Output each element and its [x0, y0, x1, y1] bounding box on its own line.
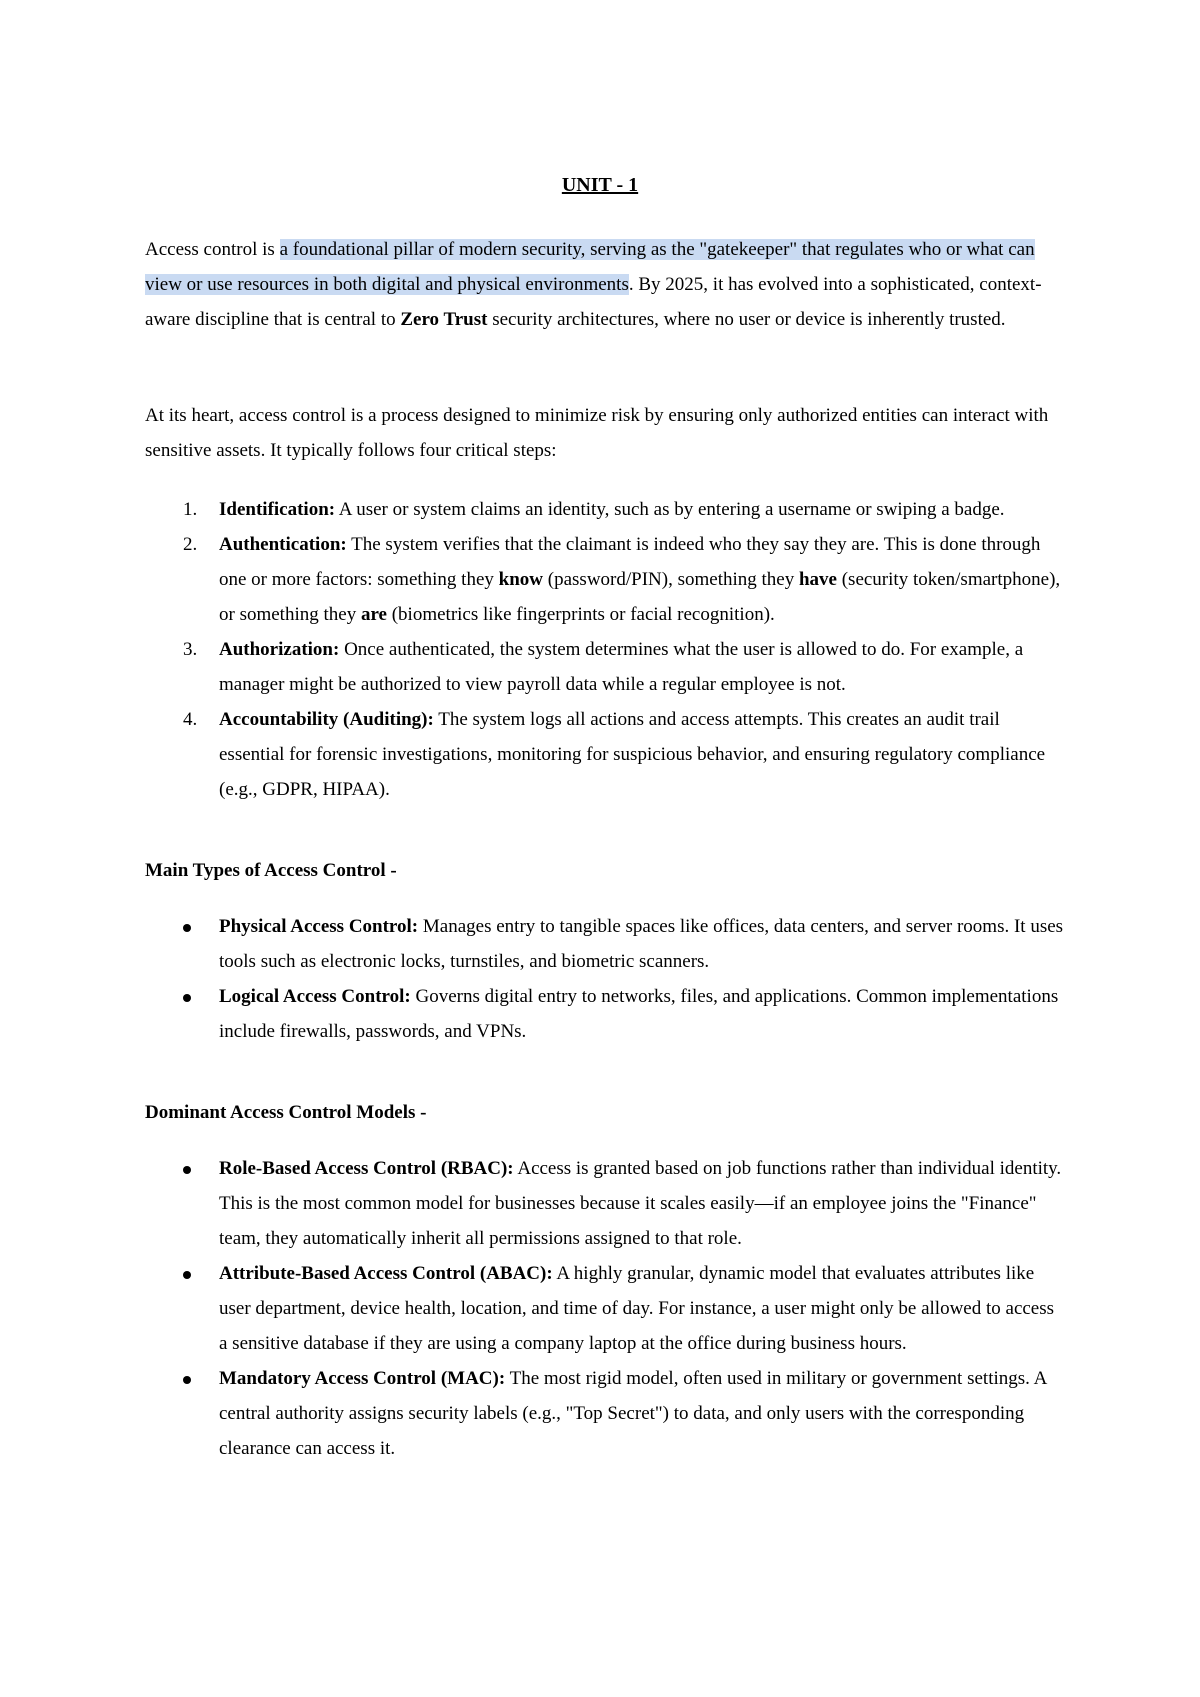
list-item: [145, 1256, 1065, 1361]
step-text: (biometrics like fingerprints or facial recognition).: [386, 604, 775, 625]
steps-list: [145, 492, 1065, 807]
zero-trust-term: Zero Trust: [400, 309, 488, 330]
type-term: Physical Access Control:: [219, 916, 419, 937]
list-item: [145, 632, 1065, 702]
bullet-icon: [183, 1271, 191, 1279]
bullet-icon: [183, 994, 191, 1002]
intro-text-mid: . By 2025, it has evolved into a sophisticated, context-aware discipline that is central to: [145, 274, 1042, 330]
step-term: Accountability (Auditing):: [219, 709, 434, 730]
bullet-icon: [183, 1166, 191, 1174]
intro-paragraph-1: [145, 232, 1065, 337]
list-item: [145, 1151, 1065, 1256]
step-number: 2.: [183, 534, 198, 555]
factor-are: are: [360, 604, 387, 625]
step-term: Identification:: [219, 499, 336, 520]
step-text: A user or system claims an identity, such as by entering a username or swiping a badge.: [335, 499, 1005, 520]
model-term: Mandatory Access Control (MAC):: [219, 1368, 506, 1389]
step-number: 1.: [183, 499, 198, 520]
highlighted-text: a foundational pillar of modern security, serving as the "gatekeeper" that regulates who or what can view or use resources in both digital and physical environments: [145, 239, 1035, 295]
models-list: [145, 1151, 1065, 1466]
model-term: Role-Based Access Control (RBAC):: [219, 1158, 514, 1179]
bullet-icon: [183, 924, 191, 932]
list-item: [145, 527, 1065, 632]
step-text: (security token/smartphone), or something they: [219, 569, 1061, 625]
intro-text-end: security architectures, where no user or device is inherently trusted.: [487, 309, 1006, 330]
list-item: [145, 909, 1065, 979]
bullet-icon: [183, 1376, 191, 1384]
models-heading: Dominant Access Control Models -: [145, 1102, 427, 1123]
list-item: [145, 702, 1065, 807]
step-text: The system logs all actions and access attempts. This creates an audit trail essential for forensic investigations, monitoring for suspicious behavior, and ensuring regulatory compliance (e.g., GDPR, HIPAA).: [219, 709, 1046, 800]
intro-paragraph-2: At its heart, access control is a process designed to minimize risk by ensuring only authorized entities can interact with sensitive assets. It typically follows four critical steps:: [145, 405, 1049, 461]
types-heading: Main Types of Access Control -: [145, 860, 397, 881]
step-number: 3.: [183, 639, 198, 660]
step-text: Once authenticated, the system determines what the user is allowed to do. For example, a manager might be authorized to view payroll data while a regular employee is not.: [219, 639, 1024, 695]
list-item: [145, 979, 1065, 1049]
step-term: Authorization:: [219, 639, 340, 660]
step-term: Authentication:: [219, 534, 347, 555]
list-item: [145, 1361, 1065, 1466]
type-text: Governs digital entry to networks, files, and applications. Common implementations include firewalls, passwords, and VPNs.: [219, 986, 1059, 1042]
type-text: Manages entry to tangible spaces like offices, data centers, and server rooms. It uses tools such as electronic locks, turnstiles, and biometric scanners.: [219, 916, 1064, 972]
factor-know: know: [498, 569, 544, 590]
step-number: 4.: [183, 709, 198, 730]
type-term: Logical Access Control:: [219, 986, 411, 1007]
page-title: UNIT - 1: [561, 174, 639, 196]
list-item: [145, 492, 1065, 527]
model-text: Access is granted based on job functions rather than individual identity. This is the most common model for businesses because it scales easily—if an employee joins the "Finance" team, they automatically inherit all permissions assigned to that role.: [219, 1158, 1062, 1249]
model-text: The most rigid model, often used in military or government settings. A central authority assigns security labels (e.g., "Top Secret") to data, and only users with the corresponding clearance can access it.: [219, 1368, 1047, 1459]
step-text: (password/PIN), something they: [543, 569, 799, 590]
intro-text-start: Access control is: [145, 239, 280, 260]
model-text: A highly granular, dynamic model that evaluates attributes like user department, device health, location, and time of day. For instance, a user might only be allowed to access a sensitive database if they are using a company laptop at the office during business hours.: [219, 1263, 1055, 1354]
factor-have: have: [798, 569, 837, 590]
step-text: The system verifies that the claimant is indeed who they say they are. This is done through one or more factors: something they: [219, 534, 1041, 590]
types-list: [145, 909, 1065, 1049]
model-term: Attribute-Based Access Control (ABAC):: [219, 1263, 553, 1284]
